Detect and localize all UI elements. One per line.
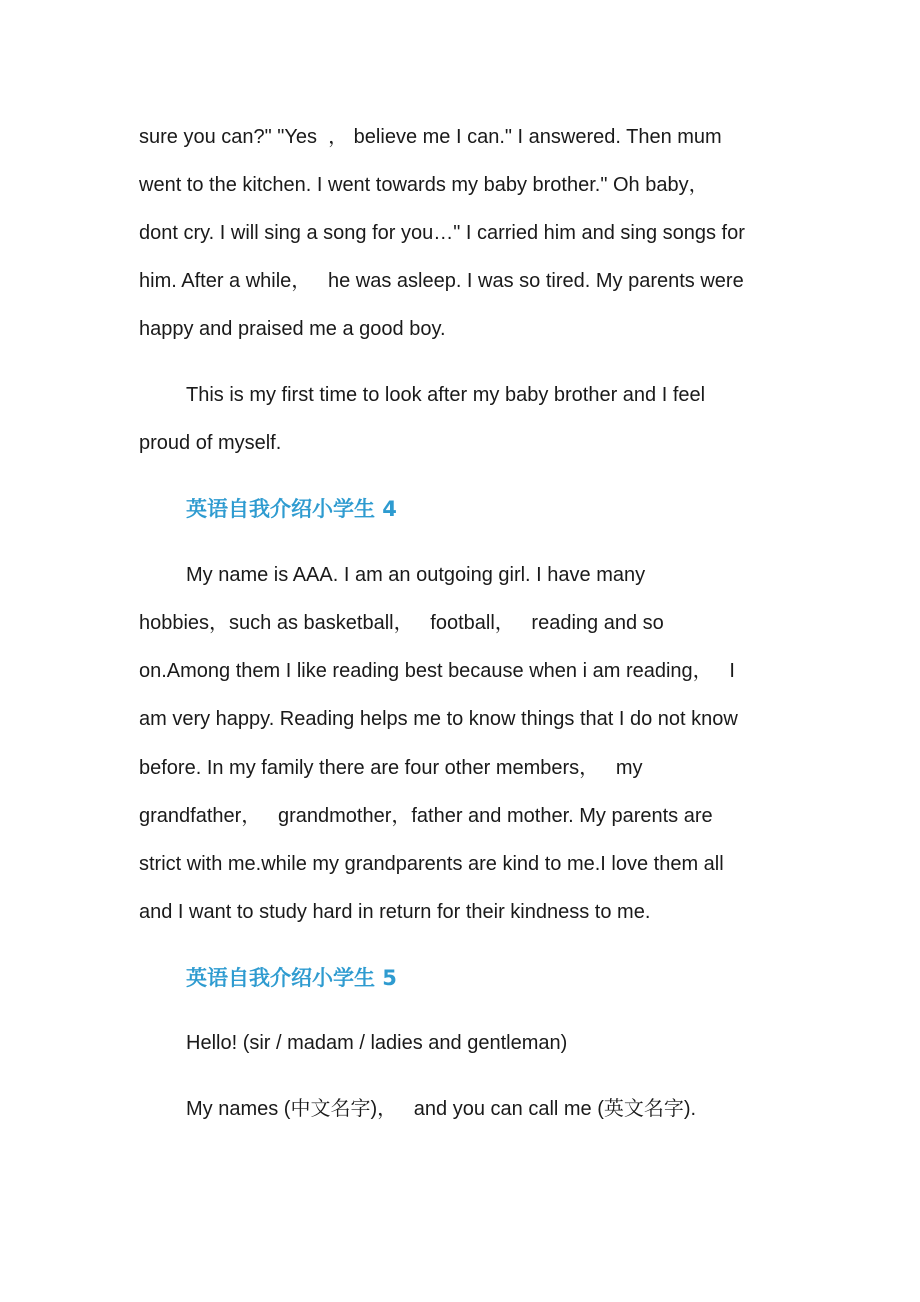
paragraph-line: grandfather， grandmother，father and mother. My parents are (139, 805, 713, 827)
section-heading-4: 英语自我介绍小学生 4 (186, 497, 397, 521)
paragraph-line: and I want to study hard in return for their kindness to me. (139, 901, 651, 923)
paragraph-line: happy and praised me a good boy. (139, 318, 446, 340)
paragraph-line: am very happy. Reading helps me to know things that I do not know (139, 708, 738, 730)
paragraph-line: went to the kitchen. I went towards my baby brother." Oh baby， (139, 174, 709, 196)
paragraph-line: before. In my family there are four other members， my (139, 757, 643, 779)
section-heading-5: 英语自我介绍小学生 5 (186, 966, 397, 990)
paragraph-line: on.Among them I like reading best because when i am reading， I (139, 660, 735, 682)
paragraph-line: proud of myself. (139, 432, 282, 454)
paragraph-line: him. After a while， he was asleep. I was so tired. My parents were (139, 270, 744, 292)
paragraph-line: strict with me.while my grandparents are kind to me.I love them all (139, 853, 724, 875)
paragraph-line: dont cry. I will sing a song for you…" I carried him and sing songs for (139, 222, 745, 244)
paragraph-line: sure you can?" "Yes ， believe me I can." I answered. Then mum (139, 126, 722, 148)
paragraph-line: hobbies，such as basketball， football， reading and so (139, 612, 664, 634)
paragraph-line: My name is AAA. I am an outgoing girl. I have many (186, 564, 646, 586)
paragraph-line: Hello! (sir / madam / ladies and gentleman) (186, 1032, 568, 1054)
paragraph-line: My names (中文名字)， and you can call me (英文名字). (186, 1098, 697, 1120)
paragraph-line: This is my first time to look after my baby brother and I feel (186, 384, 706, 406)
